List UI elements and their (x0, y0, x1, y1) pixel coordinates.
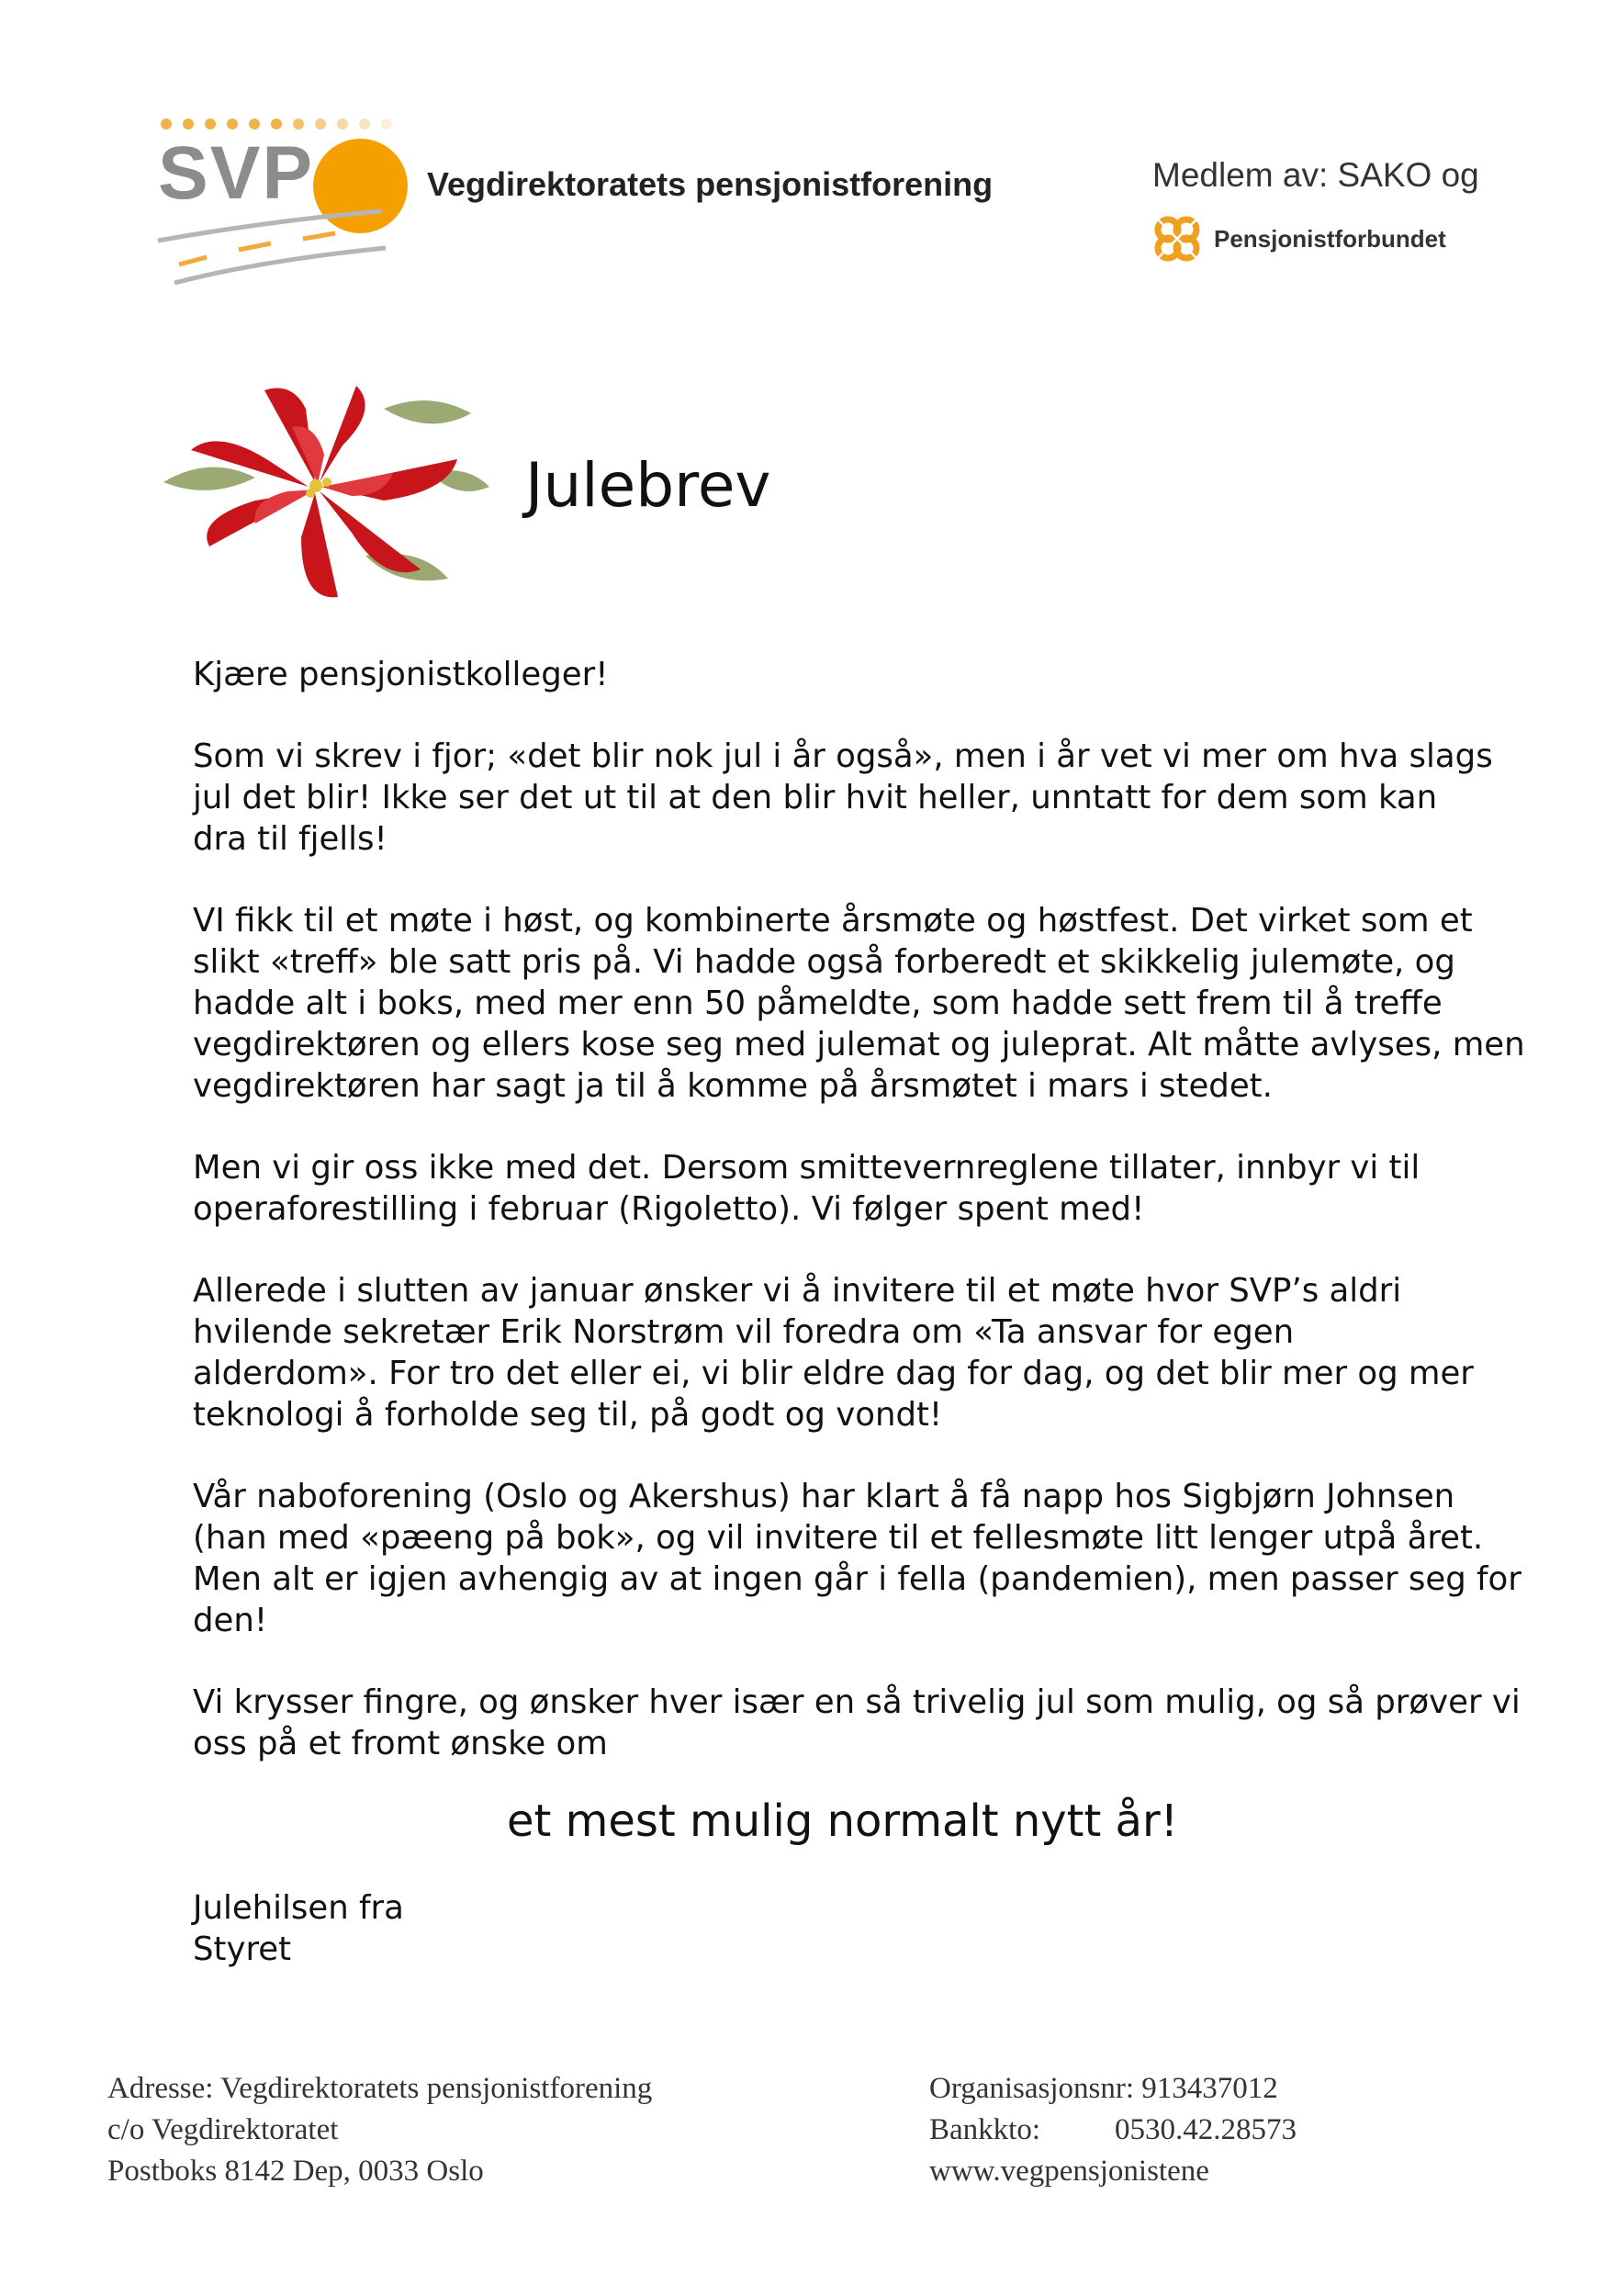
page-title: Julebrev (525, 450, 771, 521)
road-icon (156, 202, 395, 285)
signoff-line: Julehilsen fra (193, 1889, 404, 1927)
paragraph-1: Som vi skrev i fjor; «det blir nok jul i år også», men i år vet vi mer om hva slags jul det blir! Ikke ser det ut til at den blir hvit heller, unntatt for dem som kan dra til fjells! (193, 737, 1493, 858)
poinsettia-icon (154, 372, 494, 606)
org-name: Vegdirektoratets pensjonistforening (427, 165, 994, 203)
logo-text: SVP (158, 131, 315, 215)
signoff-line: Styret (193, 1930, 292, 1968)
bank-account-line (929, 2110, 1297, 2151)
footer-org-info (929, 2068, 1297, 2192)
bank-account: 0530.42.28573 (1115, 2113, 1297, 2146)
paragraph-6: Vi krysser fingre, og ønsker hver især en så trivelig jul som mulig, og så prøver vi oss på et fromt ønske om (193, 1683, 1521, 1762)
pensjonistforbundet-logo-icon (1150, 211, 1205, 266)
paragraph-4: Allerede i slutten av januar ønsker vi å invitere til et møte hvor SVP’s aldri hvilende sekretær Erik Norstrøm vil foredra om «Ta ansvar for egen alderdom». For tro det eller ei, vi blir eldre dag for dag, og det blir mer og mer teknologi å forholde seg til, på godt og vondt! (193, 1272, 1474, 1434)
partner-name: Pensjonistforbundet (1214, 225, 1446, 253)
paragraph-2: VI fikk til et møte i høst, og kombinerte årsmøte og høstfest. Det virket som et slikt «treff» ble satt pris på. Vi hadde også forberedt et skikkelig julemøte, og hadde alt i boks, med mer enn 50 påmeldte, som hadde sett frem til å treffe vegdirektøren og ellers kose seg med julemat og juleprat. Alt måtte avlyses, men vegdirektøren har sagt ja til å komme på årsmøtet i mars i stedet. (193, 902, 1525, 1105)
paragraph-5: Vår naboforening (Oslo og Akershus) har klart å få napp hos Sigbjørn Johnsen (han med «pæeng på bok», og vil invitere til et fellesmøte litt lenger utpå året. Men alt er igjen avhengig av at ingen går i fella (pandemien), men passer seg for den! (193, 1478, 1522, 1639)
signoff (193, 1887, 404, 1970)
member-text: Medlem av: SAKO og (1152, 156, 1479, 194)
letter-greeting: Kjære pensjonistkolleger! (193, 656, 609, 693)
logo-dots-decoration (161, 116, 399, 132)
new-year-wish: et mest mulig normalt nytt år! (507, 1795, 1178, 1847)
paragraph-3: Men vi gir oss ikke med det. Dersom smittevernreglene tillater, innbyr vi til operaforestilling i februar (Rigoletto). Vi følger spent med! (193, 1149, 1420, 1228)
website-link[interactable]: www.vegpensjonistene (929, 2155, 1209, 2188)
letter-body (193, 654, 1525, 1764)
bank-label: Bankkto: (929, 2113, 1040, 2146)
org-number: Organisasjonsnr: 913437012 (929, 2072, 1278, 2105)
footer-address: Adresse: Vegdirektoratets pensjonistforening c/o Vegdirektoratet Postboks 8142 Dep, 0033 Oslo (107, 2072, 653, 2188)
